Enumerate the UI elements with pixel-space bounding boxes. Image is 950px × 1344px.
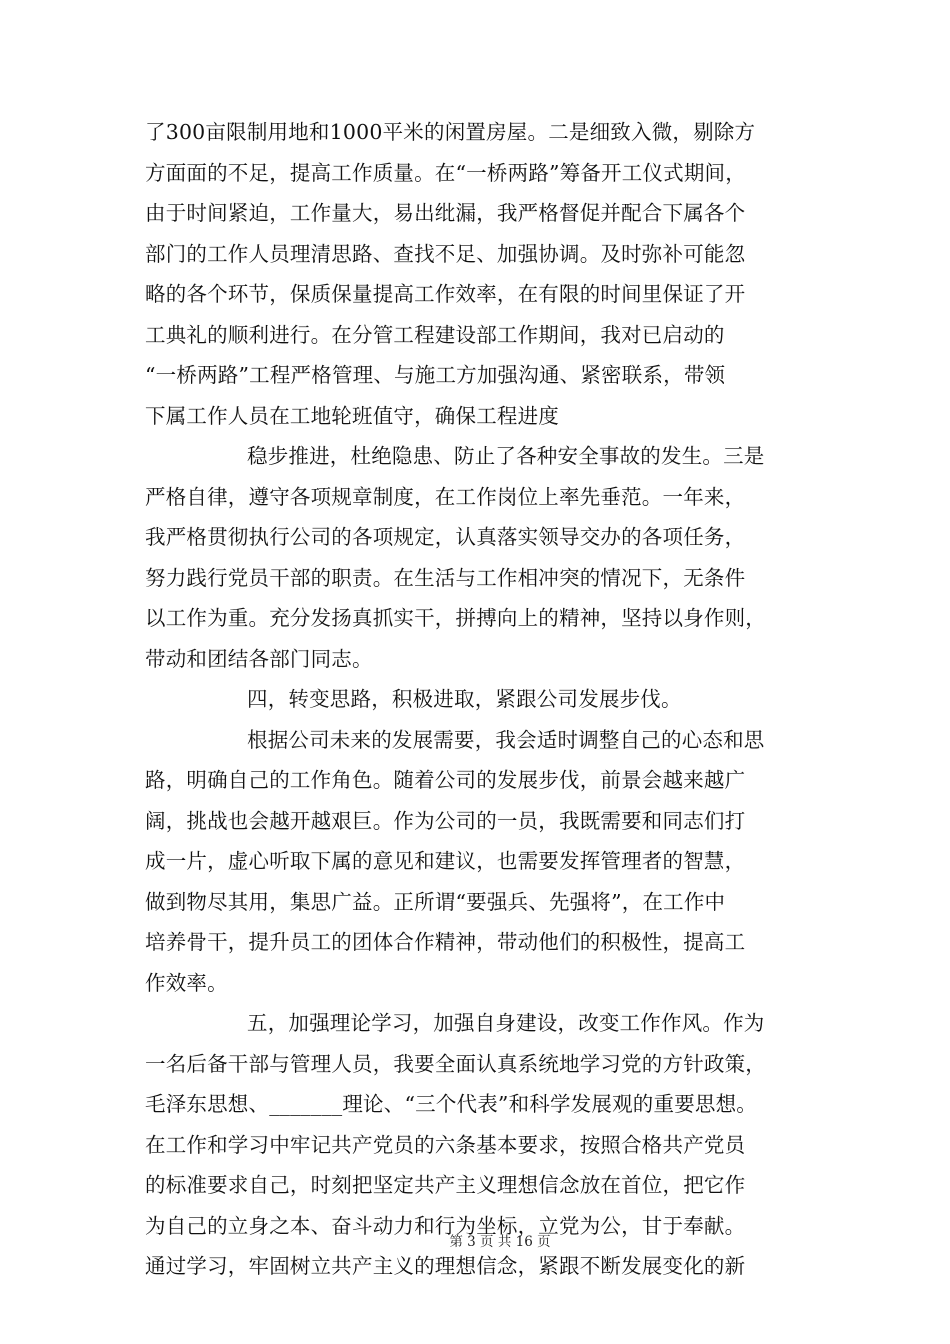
text-line: 稳步推进，杜绝隐患、防止了各种安全事故的发生。三是 [247,444,765,468]
text-line: 下属工作人员在工地轮班值守，确保工程进度 [145,403,559,428]
page-number-footer: 第 3 页 共 16 页 [449,1234,551,1250]
text-line: “一桥两路”工程严格管理、与施工方加强沟通、紧密联系，带领 [145,363,726,387]
text-line: 我严格贯彻执行公司的各项规定，认真落实领导交办的各项任务， [145,525,746,549]
text-line: 由于时间紧迫，工作量大，易出纰漏，我严格督促并配合下属各个 [145,201,746,225]
text-line: 作效率。 [145,970,228,995]
text-line: 成一片，虚心听取下属的意见和建议，也需要发挥管理者的智慧， [145,849,746,873]
text-line: 方面面的不足，提高工作质量。在“一桥两路”筹备开工仪式期间， [145,160,746,185]
text-line: 在工作和学习中牢记共产党员的六条基本要求，按照合格共产党员 [145,1132,746,1157]
text-line: 毛泽东思想、_______理论、“三个代表”和科学发展观的重要思想。 [145,1092,758,1116]
section-heading: 四，转变思路，积极进取，紧跟公司发展步伐。 [247,687,682,711]
text-line: 的标准要求自己，时刻把坚定共产主义理想信念放在首位，把它作 [145,1173,746,1197]
text-line: 为自己的立身之本、奋斗动力和行为坐标，立党为公，甘于奉献。 [145,1213,746,1238]
text-line: 工典礼的顺利进行。在分管工程建设部工作期间，我对已启动的 [145,322,725,347]
text-line: 培养骨干，提升员工的团体合作精神，带动他们的积极性，提高工 [145,930,746,954]
text-line: 略的各个环节，保质保量提高工作效率，在有限的时间里保证了开 [145,282,746,306]
text-line: 做到物尽其用，集思广益。正所谓“要强兵、先强将”，在工作中 [145,889,726,914]
text-line: 一名后备干部与管理人员，我要全面认真系统地学习党的方针政策， [145,1051,766,1076]
text-line: 以工作为重。充分发扬真抓实干，拼搏向上的精神，坚持以身作则， [145,606,766,630]
section-heading: 五，加强理论学习，加强自身建设，改变工作作风。作为 [247,1011,765,1035]
text-line: 带动和团结各部门同志。 [145,646,373,671]
body-text [145,112,815,1287]
text-line: 部门的工作人员理清思路、查找不足、加强协调。及时弥补可能忽 [145,241,746,266]
text-line: 通过学习，牢固树立共产主义的理想信念，紧跟不断发展变化的新 [145,1254,746,1278]
text-line: 努力践行党员干部的职责。在生活与工作相冲突的情况下，无条件 [145,565,746,590]
text-line: 严格自律，遵守各项规章制度，在工作岗位上率先垂范。一年来， [145,484,746,509]
text-line: 了300亩限制用地和1000平米的闲置房屋。二是细致入微，剔除方 [145,120,756,144]
text-line: 路，明确自己的工作角色。随着公司的发展步伐，前景会越来越广 [145,768,746,792]
text-line: 阔，挑战也会越开越艰巨。作为公司的一员，我既需要和同志们打 [145,808,746,833]
text-line: 根据公司未来的发展需要，我会适时调整自己的心态和思 [247,727,765,752]
